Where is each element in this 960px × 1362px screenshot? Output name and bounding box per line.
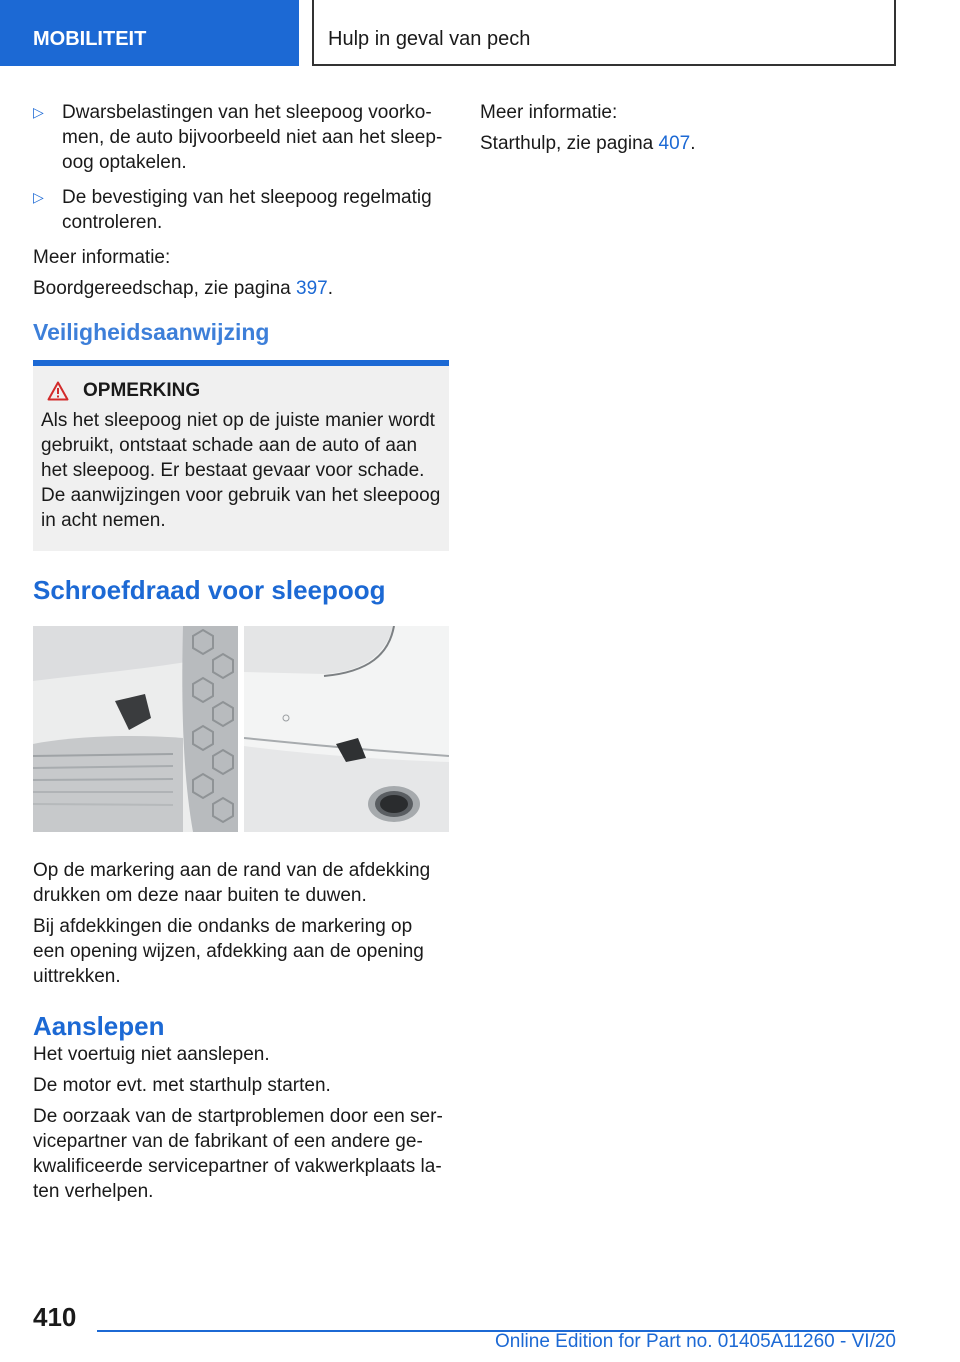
page-link-407[interactable]: 407 [658,133,691,154]
left-column [33,100,449,1210]
more-info-label: Meer informatie: [480,102,618,123]
header-section-tab: MOBILITEIT [0,0,299,66]
more-info-text: Starthulp, zie pagina [480,133,654,154]
right-column [480,100,920,162]
more-info-reference [480,131,920,156]
more-info-reference [33,276,449,301]
warning-icon [47,381,69,401]
thread-paragraph-1: Op de markering aan de rand van de afdekking drukken om deze naar buiten te duwen. [33,860,431,906]
tow-paragraph-1: Het voertuig niet aanslepen. [33,1044,270,1065]
more-info-text: Boordgereedschap, zie pagina [33,278,291,299]
section-heading-safety: Veiligheidsaanwijzing [33,319,270,345]
list-item-text: De bevestiging van het sleepoog regelmatig controleren. [62,187,432,233]
header-chapter-title: Hulp in geval van pech [312,0,896,66]
photo-row [33,626,449,832]
front-bumper-photo [33,626,238,832]
more-info-end: . [690,133,696,154]
tow-paragraph-3: De oorzaak van de startproblemen door een servicepartner van de fabrikant of een andere gekwalificeerde servicepartner of vakwerkplaats laten verhelpen. [33,1106,443,1202]
list-item [33,185,449,235]
thread-paragraph-2: Bij afdekkingen die ondanks de markering op een opening wijzen, afdekking aan de opening uittrekken. [33,916,424,987]
list-item [33,100,449,175]
tow-paragraph-2: De motor evt. met starthulp starten. [33,1075,331,1096]
rear-bumper-photo [244,626,449,832]
notice-text: Als het sleepoog niet op de juiste manier wordt gebruikt, ontstaat schade aan de auto of aan het sleepoog. Er bestaat gevaar voor schade. De aanwijzingen voor gebruik van het sleepoog in acht nemen. [41,410,441,531]
triangle-bullet-icon: ▷ [33,189,44,205]
notice-box [33,360,449,551]
notice-title: OPMERKING [83,380,201,401]
edition-footer-link[interactable]: Online Edition for Part no. 01405A11260 - VI/20 [494,1331,896,1352]
notice-header [41,380,441,402]
list-item-text: Dwarsbelastingen van het sleepoog voorkomen, de auto bijvoorbeeld niet aan het sleepoog optakelen. [62,102,443,173]
page-link-397[interactable]: 397 [296,278,328,299]
triangle-bullet-icon: ▷ [33,104,44,120]
more-info-label: Meer informatie: [33,247,171,268]
section-heading-towing: Aanslepen [33,1011,165,1041]
page-number: 410 [33,1302,77,1332]
section-heading-thread: Schroefdraad voor sleepoog [33,575,386,605]
more-info-end: . [327,278,334,299]
